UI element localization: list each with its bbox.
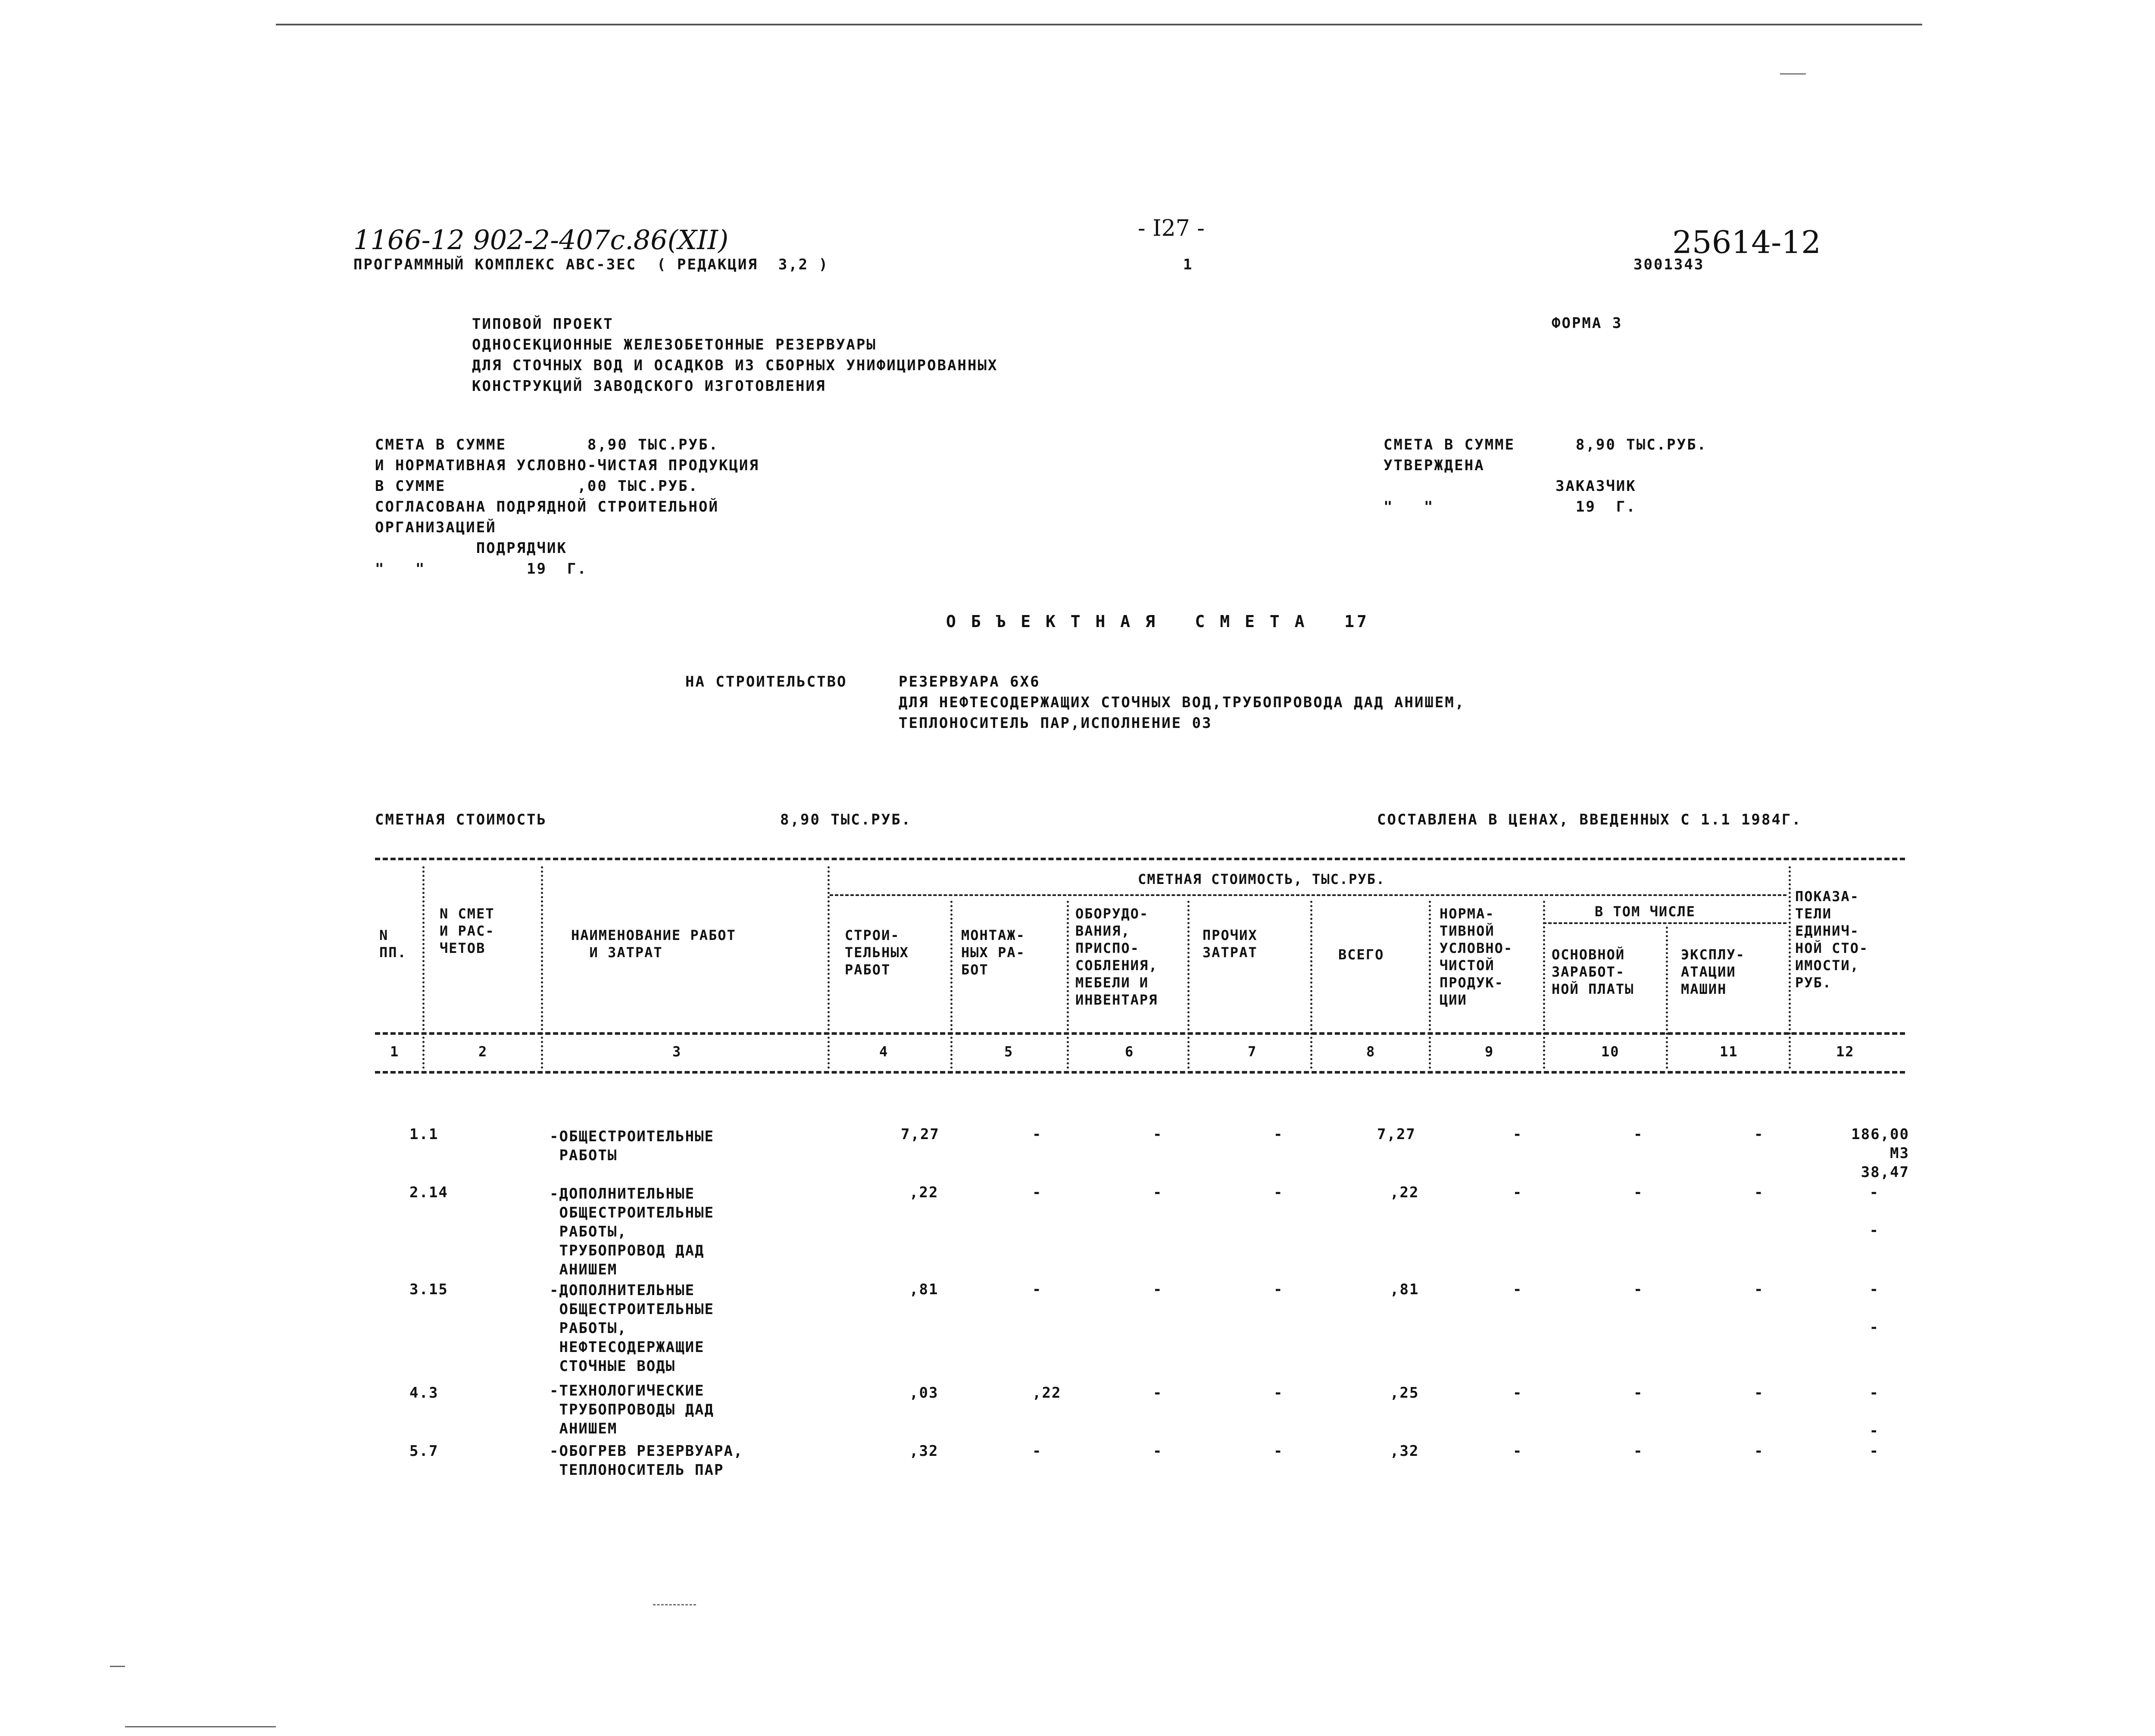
col-number: 5: [1004, 1043, 1014, 1060]
row-machines: -: [1754, 1443, 1764, 1460]
numbers-bottom-rule: [375, 1071, 1905, 1074]
col-header-4: СТРОИ- ТЕЛЬНЫХ РАБОТ: [845, 927, 909, 978]
left-line: ПОДРЯДЧИК: [375, 540, 567, 557]
row-mounting: -: [1032, 1281, 1042, 1298]
col-header-12: ПОКАЗА- ТЕЛИ ЕДИНИЧ- НОЙ СТО- ИМОСТИ, РУБ.: [1795, 888, 1869, 991]
row-machines: -: [1754, 1184, 1764, 1201]
subgroup-rule: [1543, 922, 1786, 924]
title-line: ДЛЯ НЕФТЕСОДЕРЖАЩИХ СТОЧНЫХ ВОД,ТРУБОПРОВОДА ДАД АНИШЕМ,: [899, 694, 1465, 711]
row-salary: -: [1633, 1281, 1643, 1298]
row-equipment: -: [1153, 1443, 1163, 1460]
col-number: 7: [1248, 1043, 1257, 1060]
left-line: В СУММЕ ,00 ТЫС.РУБ.: [375, 478, 699, 495]
column-separator: [1067, 901, 1069, 1069]
handwritten-code: 1166-12 902-2-407с.86(XII): [353, 224, 729, 256]
column-separator: [828, 866, 830, 1069]
column-separator: [1666, 927, 1668, 1069]
row-total: ,22: [1390, 1184, 1419, 1201]
right-line: УТВЕРЖДЕНА: [1384, 457, 1485, 474]
col-header-2: N СМЕТ И РАС- ЧЕТОВ: [440, 905, 495, 956]
row-total: ,25: [1390, 1384, 1419, 1402]
project-line: КОНСТРУКЦИЙ ЗАВОДСКОГО ИЗГОТОВЛЕНИЯ: [472, 378, 826, 395]
row-equipment: -: [1153, 1281, 1163, 1298]
project-line: ОДНОСЕКЦИОННЫЕ ЖЕЛЕЗОБЕТОННЫЕ РЕЗЕРВУАРЫ: [472, 336, 877, 353]
col-number: 10: [1601, 1043, 1620, 1060]
row-other: -: [1274, 1384, 1284, 1402]
row-mounting: -: [1032, 1126, 1042, 1143]
cost-value: 8,90 ТЫС.РУБ.: [780, 811, 912, 828]
right-line: " " 19 Г.: [1384, 498, 1637, 515]
doc-code: 3001343: [1633, 256, 1705, 273]
row-construction: ,81: [909, 1281, 939, 1298]
row-normative: -: [1513, 1281, 1523, 1298]
col-header-6: ОБОРУДО- ВАНИЯ, ПРИСПО- СОБЛЕНИЯ, МЕБЕЛИ И ИНВЕНТАРЯ: [1075, 905, 1158, 1008]
handwritten-number: 25614-12: [1672, 224, 1821, 260]
col-number: 3: [672, 1043, 682, 1060]
row-number: 4.3: [409, 1384, 439, 1402]
forma-label: ФОРМА 3: [1552, 315, 1623, 332]
column-separator: [1429, 901, 1431, 1069]
title-prefix: НА СТРОИТЕЛЬСТВО: [685, 673, 847, 690]
row-total: 7,27: [1377, 1126, 1416, 1143]
row-other: -: [1274, 1443, 1284, 1460]
row-machines: -: [1754, 1126, 1764, 1143]
row-name: -ДОПОЛНИТЕЛЬНЫЕ ОБЩЕСТРОИТЕЛЬНЫЕ РАБОТЫ, НЕФТЕСОДЕРЖАЩИЕ СТОЧНЫЕ ВОДЫ: [550, 1282, 714, 1375]
left-line: И НОРМАТИВНАЯ УСЛОВНО-ЧИСТАЯ ПРОДУКЦИЯ: [375, 457, 759, 474]
left-line: СМЕТА В СУММЕ 8,90 ТЫС.РУБ.: [375, 436, 719, 453]
row-other: -: [1274, 1184, 1284, 1201]
col-number: 12: [1836, 1043, 1855, 1060]
row-salary: -: [1633, 1126, 1643, 1143]
column-separator: [1310, 901, 1312, 1069]
col-header-5: МОНТАЖ- НЫХ РА- БОТ: [961, 927, 1025, 978]
project-line: ДЛЯ СТОЧНЫХ ВОД И ОСАДКОВ ИЗ СБОРНЫХ УНИФИЦИРОВАННЫХ: [472, 357, 998, 374]
row-machines: -: [1754, 1281, 1764, 1298]
corner-mark: [1780, 73, 1806, 75]
prices-note: СОСТАВЛЕНА В ЦЕНАХ, ВВЕДЕННЫХ С 1.1 1984Г.: [1377, 811, 1802, 828]
col-header-1: N ПП.: [379, 927, 407, 961]
row-construction: ,03: [909, 1384, 939, 1402]
row-equipment: -: [1153, 1184, 1163, 1201]
col-header-10: ОСНОВНОЙ ЗАРАБОТ- НОЙ ПЛАТЫ: [1552, 946, 1634, 997]
header-bottom-rule: [375, 1032, 1905, 1035]
column-separator: [1789, 866, 1791, 1069]
row-name: -ДОПОЛНИТЕЛЬНЫЕ ОБЩЕСТРОИТЕЛЬНЫЕ РАБОТЫ, ТРУБОПРОВОД ДАД АНИШЕМ: [550, 1185, 714, 1278]
document-title: О Б Ъ Е К Т Н А Я С М Е Т А 17: [946, 612, 1369, 631]
row-number: 1.1: [409, 1126, 439, 1143]
row-normative: -: [1513, 1126, 1523, 1143]
row-normative: -: [1513, 1384, 1523, 1402]
row-equipment: -: [1153, 1126, 1163, 1143]
row-construction: 7,27: [901, 1126, 940, 1143]
program-line: ПРОГРАММНЫЙ КОМПЛЕКС АВС-3ЕС ( РЕДАКЦИЯ 3,2 ): [353, 256, 829, 273]
row-machines: -: [1754, 1384, 1764, 1402]
row-construction: ,32: [909, 1443, 939, 1460]
column-separator: [541, 866, 543, 1069]
column-separator: [1543, 901, 1545, 1069]
column-separator: [1187, 901, 1190, 1069]
row-name: -ОБЩЕСТРОИТЕЛЬНЫЕ РАБОТЫ: [550, 1128, 714, 1164]
col-number: 2: [478, 1043, 488, 1060]
col-header-3: НАИМЕНОВАНИЕ РАБОТ И ЗАТРАТ: [571, 927, 736, 961]
row-total: ,32: [1390, 1443, 1419, 1460]
col-header-8: ВСЕГО: [1338, 946, 1384, 963]
row-other: -: [1274, 1281, 1284, 1298]
col-number: 1: [390, 1043, 400, 1060]
row-other: -: [1274, 1126, 1284, 1143]
row-equipment: -: [1153, 1384, 1163, 1402]
group-rule: [830, 894, 1786, 896]
row-number: 3.15: [409, 1281, 448, 1298]
column-separator: [950, 901, 953, 1069]
row-indicators: - -: [1869, 1184, 1879, 1239]
row-salary: -: [1633, 1443, 1643, 1460]
title-line: ТЕПЛОНОСИТЕЛЬ ПАР,ИСПОЛНЕНИЕ 03: [899, 715, 1212, 732]
row-indicators: -: [1869, 1443, 1879, 1460]
right-line: ЗАКАЗЧИК: [1384, 478, 1637, 495]
subgroup-header: В ТОМ ЧИСЛЕ: [1595, 903, 1696, 920]
left-line: " " 19 Г.: [375, 560, 587, 578]
col-header-9: НОРМА- ТИВНОЙ УСЛОВНО- ЧИСТОЙ ПРОДУК- ЦИИ: [1440, 905, 1513, 1008]
row-total: ,81: [1390, 1281, 1419, 1298]
row-salary: -: [1633, 1184, 1643, 1201]
row-indicators: - -: [1869, 1281, 1879, 1336]
row-construction: ,22: [909, 1184, 939, 1201]
sheet-number: 1: [1183, 256, 1193, 273]
row-mounting: ,22: [1032, 1384, 1062, 1402]
col-number: 6: [1125, 1043, 1134, 1060]
col-number: 4: [879, 1043, 889, 1060]
row-mounting: -: [1032, 1443, 1042, 1460]
row-mounting: -: [1032, 1184, 1042, 1201]
col-number: 11: [1720, 1043, 1738, 1060]
row-normative: -: [1513, 1184, 1523, 1201]
right-line: СМЕТА В СУММЕ 8,90 ТЫС.РУБ.: [1384, 436, 1708, 453]
col-header-11: ЭКСПЛУ- АТАЦИИ МАШИН: [1681, 946, 1745, 997]
table-top-rule: [375, 858, 1905, 860]
col-header-7: ПРОЧИХ ЗАТРАТ: [1202, 927, 1258, 961]
col-number: 8: [1366, 1043, 1376, 1060]
column-separator: [422, 866, 425, 1069]
row-number: 5.7: [409, 1443, 439, 1460]
row-normative: -: [1513, 1443, 1523, 1460]
left-line: ОРГАНИЗАЦИЕЙ: [375, 519, 497, 536]
row-indicators: 186,00 М3 38,47: [1851, 1126, 1909, 1181]
col-number: 9: [1485, 1043, 1494, 1060]
scan-mark: [653, 1604, 696, 1605]
left-line: СОГЛАСОВАНА ПОДРЯДНОЙ СТРОИТЕЛЬНОЙ: [375, 498, 719, 515]
scan-mark: [110, 1666, 125, 1667]
group-header: СМЕТНАЯ СТОИМОСТЬ, ТЫС.РУБ.: [1138, 871, 1386, 887]
bottom-scan-line: [125, 1726, 276, 1727]
page-number: - I27 -: [1138, 215, 1205, 241]
cost-label: СМЕТНАЯ СТОИМОСТЬ: [375, 811, 547, 828]
top-border-line: [276, 24, 1922, 25]
row-indicators: - -: [1869, 1384, 1879, 1439]
project-line: ТИПОВОЙ ПРОЕКТ: [472, 315, 614, 333]
row-number: 2.14: [409, 1184, 448, 1201]
row-name: -ОБОГРЕВ РЕЗЕРВУАРА, ТЕПЛОНОСИТЕЛЬ ПАР: [550, 1443, 743, 1479]
row-name: -ТЕХНОЛОГИЧЕСКИЕ ТРУБОПРОВОДЫ ДАД АНИШЕМ: [550, 1382, 714, 1437]
row-salary: -: [1633, 1384, 1643, 1402]
title-line: РЕЗЕРВУАРА 6Х6: [899, 673, 1040, 690]
